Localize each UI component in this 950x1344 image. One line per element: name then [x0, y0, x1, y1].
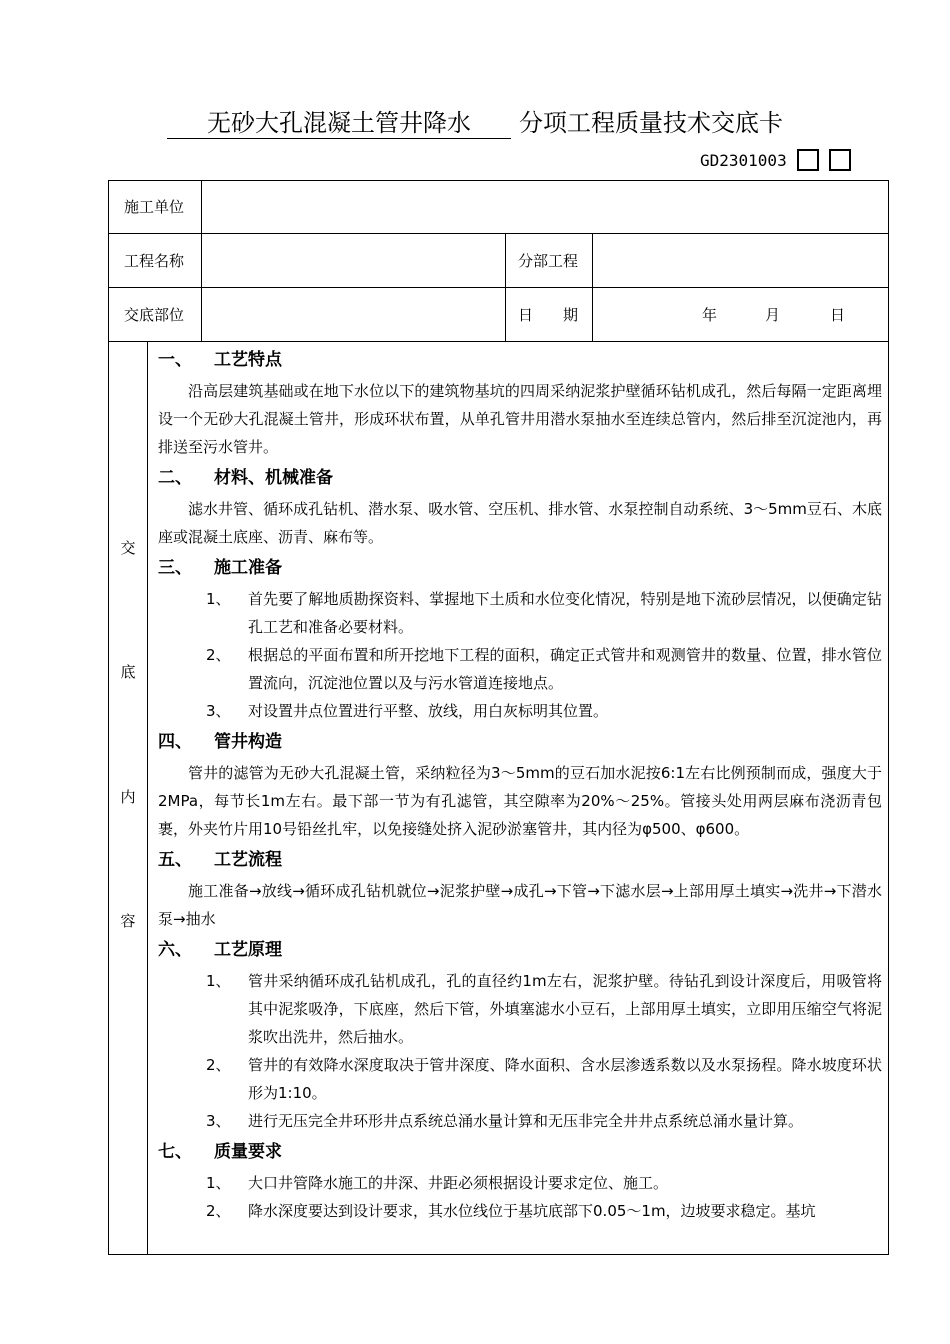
section-heading: 三、 施工准备 [158, 558, 282, 578]
section-paragraph: 施工准备→放线→循环成孔钻机就位→泥浆护壁→成孔→下管→下滤水层→上部用厚土填实→洗井→下潜水泵→抽水 [158, 882, 882, 928]
label-construction-unit: 施工单位 [124, 198, 185, 216]
section-heading: 一、 工艺特点 [158, 350, 282, 370]
date-year: 年 [702, 306, 718, 324]
section-paragraph: 滤水井管、循环成孔钻机、潜水泵、吸水管、空压机、排水管、水泵控制自动系统、3～5mm豆石、木底座或混凝土底座、沥青、麻布等。 [158, 500, 882, 546]
section-paragraph: 沿高层建筑基础或在地下水位以下的建筑物基坑的四周采纳泥浆护壁循环钻机成孔，然后每隔一定距离埋设一个无砂大孔混凝土管井，形成环状布置，从单孔管井用潜水泵抽水至连续总管内，然后排至沉淀池内，再排送至污水管井。 [158, 382, 882, 456]
col-divider-mid2 [592, 233, 593, 341]
checkbox-1[interactable] [797, 149, 819, 171]
section-heading: 四、 管井构造 [158, 732, 282, 752]
section-heading: 七、 质量要求 [158, 1142, 282, 1162]
col-divider-mid [505, 233, 506, 341]
label-handover-part: 交底部位 [124, 306, 185, 324]
row-divider-2 [108, 287, 889, 288]
section-heading: 六、 工艺原理 [158, 940, 282, 960]
row-divider-3 [108, 341, 889, 342]
list-item: 2、 降水深度要达到设计要求，其水位线位于基坑底部下0.05～1m，边坡要求稳定。基坑 [206, 1202, 816, 1220]
title-underlined: 无砂大孔混凝土管井降水 [167, 108, 511, 139]
row-divider-1 [108, 233, 889, 234]
title-rest: 分项工程质量技术交底卡 [519, 109, 783, 137]
checkbox-2[interactable] [829, 149, 851, 171]
list-item: 1、 大口井管降水施工的井深、井距必须根据设计要求定位、施工。 [206, 1174, 669, 1192]
doc-code: GD2301003 [700, 150, 787, 170]
list-item: 3、 对设置井点位置进行平整、放线，用白灰标明其位置。 [206, 702, 609, 720]
side-char-1: 交 [120, 539, 136, 557]
list-item: 2、 管井的有效降水深度取决于管井深度、降水面积、含水层渗透系数以及水泵扬程。降水坡度环状形为1:10。 [206, 1056, 882, 1102]
doc-code-area [700, 147, 851, 173]
list-item: 3、 进行无压完全井环形井点系统总涌水量计算和无压非完全井井点系统总涌水量计算。 [206, 1112, 804, 1130]
label-sub-project: 分部工程 [518, 252, 579, 270]
list-item: 1、 管井采纳循环成孔钻机成孔，孔的直径约1m左右，泥浆护壁。待钻孔到设计深度后，用吸管将其中泥浆吸净，下底座，然后下管，外填塞滤水小豆石，上部用厚土填实，立即用压缩空气将泥浆吹出洗井，然后抽水。 [206, 972, 882, 1046]
side-char-2: 底 [120, 663, 136, 681]
section-heading: 二、 材料、机械准备 [158, 468, 333, 488]
date-day: 日 [830, 306, 846, 324]
side-char-3: 内 [120, 788, 136, 806]
document-title [0, 106, 950, 140]
list-item: 2、 根据总的平面布置和所开挖地下工程的面积，确定正式管井和观测管井的数量、位置，排水管位置流向，沉淀池位置以及与污水管道连接地点。 [206, 646, 882, 692]
section-heading: 五、 工艺流程 [158, 850, 282, 870]
label-date: 日 期 [518, 306, 579, 324]
section-paragraph: 管井的滤管为无砂大孔混凝土管，采纳粒径为3～5mm的豆石加水泥按6:1左右比例预制而成，强度大于2MPa，每节长1m左右。最下部一节为有孔滤管，其空隙率为20%～25%。管接头处用两层麻布浇沥青包裹，外夹竹片用10号铅丝扎牢，以免接缝处挤入泥砂淤塞管井，其内径为φ500、φ600。 [158, 764, 882, 838]
list-item: 1、 首先要了解地质勘探资料、掌握地下土质和水位变化情况，特别是地下流砂层情况，以便确定钻孔工艺和准备必要材料。 [206, 590, 882, 636]
label-project-name: 工程名称 [124, 252, 185, 270]
col-divider-label [201, 180, 202, 341]
side-char-4: 容 [120, 912, 136, 930]
content-area [158, 343, 882, 1225]
date-month: 月 [765, 306, 781, 324]
